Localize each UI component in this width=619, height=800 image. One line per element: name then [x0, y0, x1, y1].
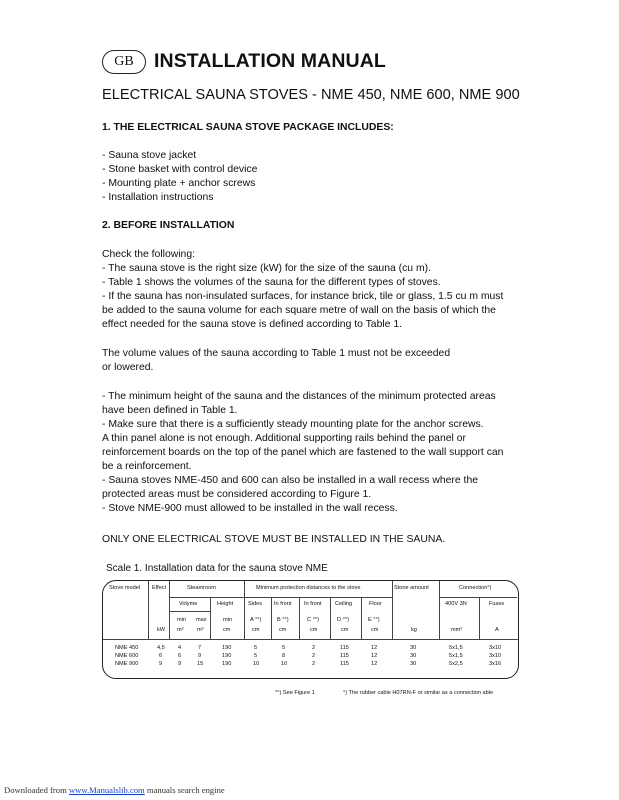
download-footer [4, 785, 225, 795]
col-height: Height [217, 601, 234, 607]
height-note: - Sauna stoves NME-450 and 600 can also be installed in a wall recess where the [102, 475, 479, 486]
height-note: protected areas must be considered according to Figure 1. [102, 489, 372, 500]
unit-m3: m³ [197, 627, 204, 633]
col-in-front-1: In front [274, 601, 292, 607]
col-a-note: A °°) [250, 617, 262, 623]
unit-cm: cm [223, 627, 231, 633]
check-line: be added to the sauna volume for each square metre of wall on the basis of which the [102, 305, 496, 316]
col-stove-model: Stove model [109, 585, 141, 591]
col-min: min [177, 617, 187, 623]
unit-kg: kg [411, 627, 417, 633]
col-stone-amount: Stone amount [394, 585, 429, 591]
footer-suffix: manuals search engine [144, 785, 225, 795]
check-label: Check the following: [102, 249, 195, 260]
height-note: - Make sure that there is a sufficiently steady mounting plate for the anchor screws. [102, 419, 484, 430]
height-note: reinforcement boards on the top of the panel which are fastened to the wall support can [102, 447, 504, 458]
col-connection: Connection°) [459, 585, 492, 591]
unit-cm: cm [252, 627, 260, 633]
unit-cm: cm [371, 627, 379, 633]
col-ceiling: Ceiling [335, 601, 353, 607]
footer-prefix: Downloaded from [4, 785, 69, 795]
unit-m3: m³ [177, 627, 184, 633]
package-item: - Sauna stove jacket [102, 150, 197, 161]
col-e-note: E °°) [368, 617, 380, 623]
manualslib-link[interactable]: www.Manualslib.com [68, 785, 145, 795]
page-subtitle: ELECTRICAL SAUNA STOVES - NME 450, NME 600, NME 900 [102, 87, 520, 103]
height-note: be a reinforcement. [102, 461, 192, 472]
col-max: max [196, 617, 207, 623]
unit-mm2: mm² [451, 627, 463, 633]
unit-kw: kW [157, 627, 166, 633]
col-effect: Effect [152, 585, 167, 591]
col-min-height: min [223, 617, 233, 623]
check-line: effect needed for the sauna stove is defined according to Table 1. [102, 319, 402, 330]
col-sides: Sides [248, 601, 262, 607]
col-fuses: Fuses [489, 601, 505, 607]
gb-badge: GB [102, 50, 146, 74]
unit-a: A [495, 627, 499, 633]
package-item: - Mounting plate + anchor screws [102, 178, 256, 189]
col-volyme: Volyme [179, 601, 198, 607]
col-c-note: C °°) [307, 617, 319, 623]
unit-cm: cm [341, 627, 349, 633]
package-item: - Stone basket with control device [102, 164, 258, 175]
check-line: - Table 1 shows the volumes of the sauna for the different types of stoves. [102, 277, 441, 288]
check-line: - The sauna stove is the right size (kW) for the size of the sauna (cu m). [102, 263, 431, 274]
section1-heading: 1. THE ELECTRICAL SAUNA STOVE PACKAGE INCLUDES: [102, 122, 394, 133]
height-note: - The minimum height of the sauna and the distances of the minimum protected areas [102, 391, 496, 402]
installation-data-table: Stove model Effect Steamroom Minimum protection distances to the stove Stone amount Connection°) Volyme Height Sides In front In front Ceiling Floor 400V 3N Fuses min max min A °°) B °°) C °°) D °°) E °°) kW m³ m³ cm cm cm cm cm cm kg mm² A NME 450 4,5 4 7 190 5 5 2 115 12 30 5x1,5 3x10 NME 600 6 6 9 190 5 8 2 115 12 30 5x1,5 3x10 NME 900 9 9 15 190 10 10 2 115 12 30 5x2,5 3x16 [102, 580, 519, 679]
height-note: - Stove NME-900 must allowed to be installed in the wall recess. [102, 503, 398, 514]
col-voltage: 400V 3N [445, 601, 467, 607]
warning-text: ONLY ONE ELECTRICAL STOVE MUST BE INSTALLED IN THE SAUNA. [102, 534, 446, 545]
col-d-note: D °°) [337, 617, 349, 623]
unit-cm: cm [279, 627, 287, 633]
page-title: INSTALLATION MANUAL [154, 50, 386, 72]
col-b-note: B °°) [277, 617, 289, 623]
footnote-figure: °°) See Figure 1 [275, 690, 315, 696]
volume-note: The volume values of the sauna according to Table 1 must not be exceeded [102, 348, 451, 359]
col-min-protection: Minimum protection distances to the stove [256, 585, 361, 591]
check-line: - If the sauna has non-insulated surfaces, for instance brick, tile or glass, 1.5 cu m must [102, 291, 504, 302]
section2-heading: 2. BEFORE INSTALLATION [102, 220, 235, 231]
col-steamroom: Steamroom [187, 585, 216, 591]
col-in-front-2: In front [304, 601, 322, 607]
footnote-cable: °) The rubber cable H07RN-F or similar as a connection able [343, 690, 494, 696]
col-floor: Floor [369, 601, 382, 607]
height-note: have been defined in Table 1. [102, 405, 238, 416]
unit-cm: cm [310, 627, 318, 633]
table-caption: Scale 1. Installation data for the sauna stove NME [106, 563, 328, 574]
package-item: - Installation instructions [102, 192, 214, 203]
height-note: A thin panel alone is not enough. Additional supporting rails behind the panel or [102, 433, 466, 444]
volume-note: or lowered. [102, 362, 154, 373]
